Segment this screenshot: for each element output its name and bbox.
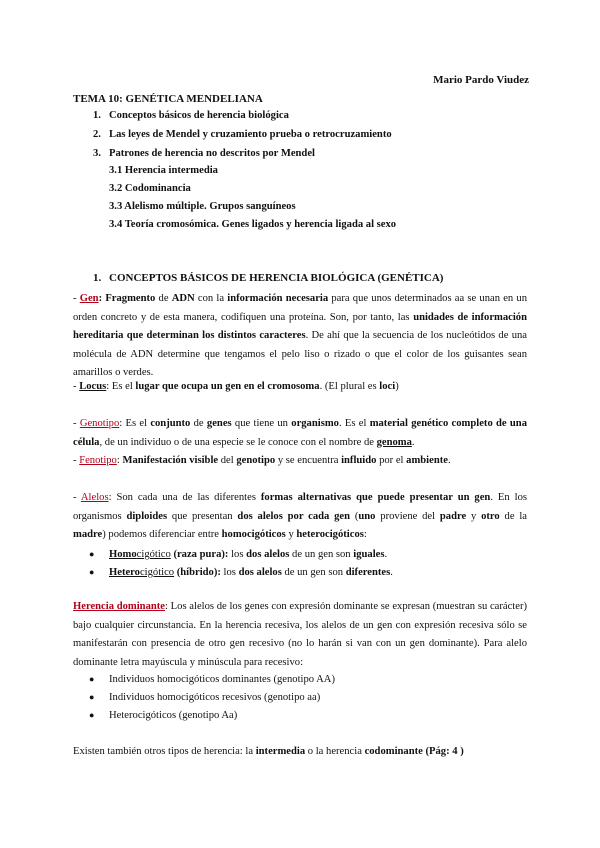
section-heading: 1. CONCEPTOS BÁSICOS DE HERENCIA BIOLÓGICA (GENÉTICA) [93,272,444,284]
bullet-icon: ● [89,674,95,684]
toc-item: 2. Las leyes de Mendel y cruzamiento prueba o retrocruzamiento [93,129,392,140]
list-item: ● Heterocigóticos (genotipo Aa) [89,706,237,726]
page-title: TEMA 10: GENÉTICA MENDELIANA [73,93,263,105]
list-item: ● Homocigótico (raza pura): los dos alelos de un gen son iguales. [89,545,387,565]
toc-subitem: 3.3 Alelismo múltiple. Grupos sanguíneos [109,201,296,212]
closing-paragraph: Existen también otros tipos de herencia: la intermedia o la herencia codominante (Pág: 4 ) [73,746,464,757]
definition-locus: - Locus: Es el lugar que ocupa un gen en el cromosoma. (El plural es loci) [73,381,399,392]
definition-genotipo: - Genotipo: Es el conjunto de genes que tiene un organismo. Es el material genético completo de una célula, de un individuo o de una especie se le conoce con el nombre de genoma. [73,418,527,448]
bullet-icon: ● [89,549,95,559]
definition-alelos: - Alelos: Son cada una de las diferentes formas alternativas que puede presentar un gen. En los organismos diploides que presentan dos alelos por cada gen (uno proviene del padre y otro de la madre) podemos diferenciar entre homocigóticos y heterocigóticos: [73,492,528,541]
toc-subitem: 3.1 Herencia intermedia [109,165,218,176]
definition-fenotipo: - Fenotipo: Manifestación visible del genotipo y se encuentra influido por el ambiente. [73,455,451,466]
toc-item: 3. Patrones de herencia no descritos por Mendel [93,148,315,159]
toc-item: 1. Conceptos básicos de herencia biológica [93,110,289,121]
list-item: ● Heterocigótico (híbrido): los dos alelos de un gen son diferentes. [89,563,393,583]
list-item: ● Individuos homocigóticos recesivos (genotipo aa) [89,688,320,708]
author-name: Mario Pardo Viudez [433,74,529,86]
toc-subitem: 3.2 Codominancia [109,183,191,194]
list-item: ● Individuos homocigóticos dominantes (genotipo AA) [89,670,335,690]
definition-gen: - Gen: Fragmento de ADN con la información necesaria para que unos determinados aa se unan en un orden concreto y de esta manera, codifiquen una proteína. Son, por tanto, las unidades de información hereditaria que determinan los distintos caracteres. De ahí que la secuencia de los nucleótidos de una molécula de ADN determine que tengamos el pelo liso o rizado o que el color de los guisantes sean amarillos o verdes. [73,293,527,379]
toc-subitem: 3.4 Teoría cromosómica. Genes ligados y herencia ligada al sexo [109,219,397,230]
bullet-icon: ● [89,710,95,720]
bullet-icon: ● [89,692,95,702]
definition-herencia-dominante: Herencia dominante: Los alelos de los genes con expresión dominante se expresan (muestran su carácter) bajo cualquier circunstancia. En la herencia recesiva, los alelos de un gen con expresión recesiva sólo se manifestarán con presencia de otro gen recesivo (no lo harán si van con un gen dominante). Para alelo dominante letra mayúscula y minúscula para recesivo: [73,601,528,668]
bullet-icon: ● [89,567,95,577]
